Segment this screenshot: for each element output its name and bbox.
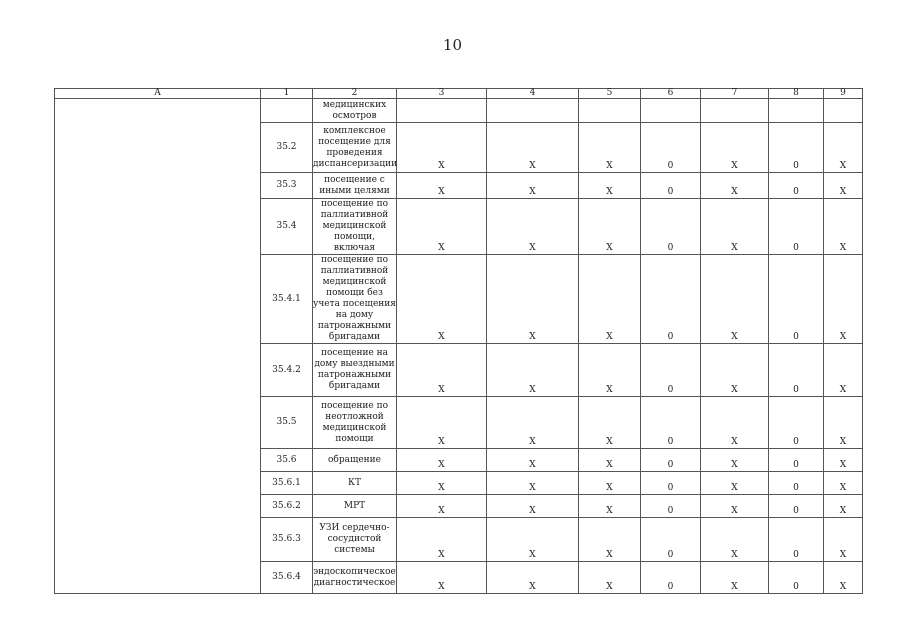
row-code: 35.5 [261,397,313,449]
value-cell: 0 [769,495,824,518]
value-cell: 0 [641,562,701,594]
column-header: 8 [769,89,824,99]
row-name: обращение [313,449,397,472]
value-cell: Х [397,495,487,518]
column-header: 7 [701,89,769,99]
value-cell: Х [701,495,769,518]
value-cell: Х [487,173,579,199]
row-code: 35.4.2 [261,344,313,397]
value-cell: Х [579,449,641,472]
value-cell: Х [701,255,769,344]
row-code: 35.6.3 [261,518,313,562]
value-cell: Х [701,397,769,449]
row-name: МРТ [313,495,397,518]
value-cell: 0 [769,518,824,562]
row-name: комплексное посещение для проведения диспансеризации [313,123,397,173]
value-cell: Х [824,518,863,562]
value-cell: 0 [769,344,824,397]
value-cell: Х [824,199,863,255]
value-cell: 0 [769,255,824,344]
column-a-cell [55,99,261,594]
row-code: 35.3 [261,173,313,199]
value-cell: Х [824,562,863,594]
row-code: 35.6.1 [261,472,313,495]
value-cell: 0 [769,199,824,255]
value-cell: Х [579,173,641,199]
value-cell: 0 [641,199,701,255]
row-code: 35.4.1 [261,255,313,344]
value-cell: Х [487,472,579,495]
value-cell: Х [579,255,641,344]
value-cell: Х [824,449,863,472]
value-cell: Х [579,495,641,518]
column-header: А [55,89,261,99]
value-cell: Х [487,255,579,344]
value-cell: 0 [641,344,701,397]
value-cell: Х [397,199,487,255]
value-cell: Х [824,495,863,518]
row-name: посещение по паллиативной медицинской помощи, включая [313,199,397,255]
row-name: посещение по неотложной медицинской помощи [313,397,397,449]
value-cell: Х [701,562,769,594]
value-cell: Х [397,562,487,594]
value-cell: Х [701,173,769,199]
row-code: 35.6 [261,449,313,472]
value-cell: Х [579,123,641,173]
row-code [261,99,313,123]
value-cell: Х [701,123,769,173]
value-cell: 0 [641,255,701,344]
row-name: посещение по паллиативной медицинской помощи без учета посещения на дому патронажными бригадами [313,255,396,342]
column-header: 1 [261,89,313,99]
value-cell: 0 [641,123,701,173]
value-cell: Х [701,472,769,495]
value-cell: Х [397,123,487,173]
page-number: 10 [442,36,463,54]
value-cell: Х [397,449,487,472]
value-cell: 0 [769,472,824,495]
value-cell: Х [487,397,579,449]
row-code: 35.6.4 [261,562,313,594]
value-cell: Х [397,472,487,495]
column-header: 4 [487,89,579,99]
row-name: КТ [313,472,397,495]
value-cell: Х [824,255,863,344]
value-cell: Х [397,255,487,344]
value-cell: 0 [769,397,824,449]
value-cell: Х [397,518,487,562]
value-cell: Х [397,173,487,199]
data-table [54,88,863,594]
value-cell: 0 [769,173,824,199]
value-cell: Х [579,199,641,255]
value-cell: Х [487,518,579,562]
value-cell: Х [397,344,487,397]
value-cell: Х [579,562,641,594]
column-header: 3 [397,89,487,99]
value-cell: Х [701,449,769,472]
value-cell: Х [579,518,641,562]
header-row [55,89,863,99]
value-cell: Х [487,562,579,594]
value-cell: 0 [641,449,701,472]
row-code: 35.4 [261,199,313,255]
value-cell: Х [701,518,769,562]
value-cell: Х [579,472,641,495]
value-cell: Х [487,495,579,518]
row-name: эндоскопическое диагностическое [313,562,397,594]
row-name: УЗИ сердечно-сосудистой системы [313,518,397,562]
column-header: 6 [641,89,701,99]
value-cell: 0 [641,397,701,449]
value-cell: 0 [641,495,701,518]
value-cell: 0 [769,449,824,472]
row-code: 35.6.2 [261,495,313,518]
value-cell: Х [487,449,579,472]
value-cell: Х [579,344,641,397]
value-cell: Х [824,472,863,495]
value-cell: Х [824,344,863,397]
row-name: посещение на дому выездными патронажными бригадами [313,344,397,397]
column-header: 5 [579,89,641,99]
value-cell: Х [397,397,487,449]
column-header: 2 [313,89,397,99]
value-cell: 0 [641,173,701,199]
value-cell: 0 [769,123,824,173]
value-cell: Х [487,199,579,255]
value-cell: Х [487,123,579,173]
column-header: 9 [824,89,863,99]
value-cell: Х [701,344,769,397]
row-code: 35.2 [261,123,313,173]
table-row [55,99,863,123]
value-cell: Х [701,199,769,255]
value-cell: Х [579,397,641,449]
value-cell: Х [487,344,579,397]
value-cell: Х [824,173,863,199]
row-name: медицинских осмотров [313,99,397,123]
value-cell: 0 [641,518,701,562]
value-cell: 0 [641,472,701,495]
row-name: посещение с иными целями [313,173,397,199]
value-cell: 0 [769,562,824,594]
value-cell: Х [824,123,863,173]
value-cell: Х [824,397,863,449]
